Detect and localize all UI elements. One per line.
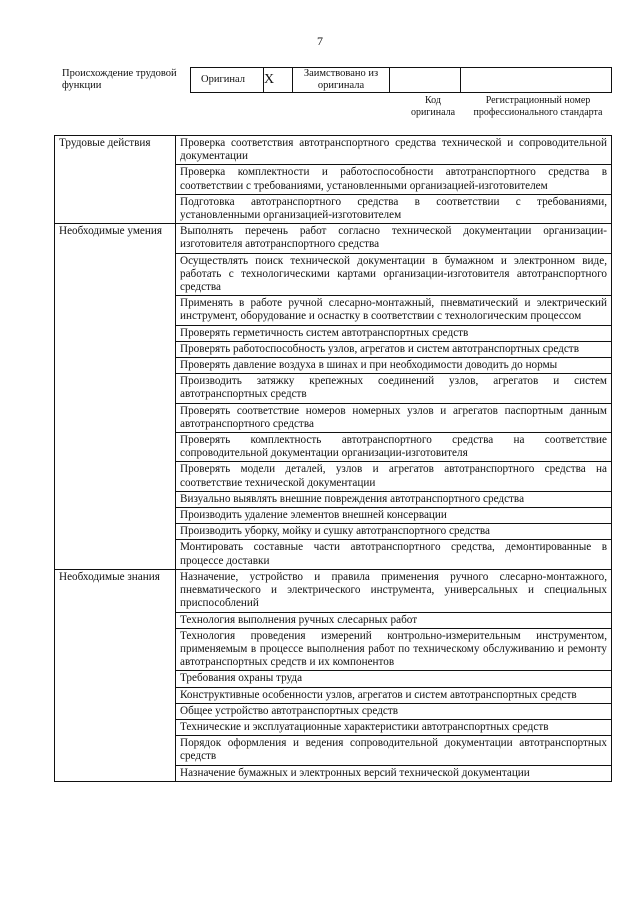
labor-actions-category: Трудовые действия <box>55 136 176 224</box>
table-cell: Назначение бумажных и электронных версий технической документации <box>176 765 612 781</box>
reg-number-caption: Регистрационный номер профессионального стандарта <box>473 95 603 118</box>
required-knowledge-category: Необходимые знания <box>55 569 176 781</box>
table-cell: Технология выполнения ручных слесарных работ <box>176 612 612 628</box>
table-cell: Назначение, устройство и правила применения ручного слесарно-монтажного, пневматического и электрического инструмента, универсальных и специальных приспособлений <box>176 569 612 612</box>
table-cell: Общее устройство автотранспортных средств <box>176 703 612 719</box>
table-cell: Конструктивные особенности узлов, агрегатов и систем автотранспортных средств <box>176 687 612 703</box>
table-cell: Порядок оформления и ведения сопроводительной документации автотранспортных средств <box>176 736 612 765</box>
table-cell: Проверка комплектности и работоспособности автотранспортного средства в соответствии с требованиями, установленными организацией-изготовителем <box>176 165 612 194</box>
table-cell: Требования охраны труда <box>176 671 612 687</box>
table-cell: Осуществлять поиск технической документации в бумажном и электронном виде, работать с технологическими картами организации-изготовителя автотранспортного средства <box>176 253 612 296</box>
table-cell: Производить удаление элементов внешней консервации <box>176 508 612 524</box>
function-table <box>54 135 612 782</box>
required-skills-category: Необходимые умения <box>55 224 176 570</box>
original-cell: Оригинал <box>191 68 264 93</box>
origin-label: Происхождение трудовой функции <box>62 68 177 91</box>
table-cell: Технология проведения измерений контрольно-измерительным инструментом, применяемым в процессе выполнения работ по техническому обслуживанию и ремонту автотранспортных средств и их компонентов <box>176 628 612 671</box>
table-row <box>55 224 612 253</box>
page-number: 7 <box>317 34 323 48</box>
table-cell: Технические и эксплуатационные характеристики автотранспортных средств <box>176 719 612 735</box>
table-cell: Проверять герметичность систем автотранспортных средств <box>176 325 612 341</box>
table-cell: Проверять соответствие номеров номерных узлов и агрегатов паспортным данным автотранспортного средства <box>176 403 612 432</box>
table-cell: Проверка соответствия автотранспортного средства технической и сопроводительной документации <box>176 136 612 165</box>
table-cell: Применять в работе ручной слесарно-монтажный, пневматический и электрический инструмент, оборудование и оснастку в соответствии с технологическим процессом <box>176 296 612 325</box>
table-cell: Проверять давление воздуха в шинах и при необходимости доводить до нормы <box>176 358 612 374</box>
table-cell: Подготовка автотранспортного средства в соответствии с требованиями, установленными организацией-изготовителем <box>176 194 612 223</box>
table-cell: Производить уборку, мойку и сушку автотранспортного средства <box>176 524 612 540</box>
reg-number-cell <box>461 68 612 93</box>
table-cell: Выполнять перечень работ согласно технической документации организации-изготовителя автотранспортного средства <box>176 224 612 253</box>
original-mark: X <box>264 68 293 93</box>
code-caption: Код оригинала <box>410 95 456 118</box>
table-cell: Визуально выявлять внешние повреждения автотранспортного средства <box>176 491 612 507</box>
table-row <box>55 569 612 612</box>
table-cell: Монтировать составные части автотранспортного средства, демонтированные в процессе доставки <box>176 540 612 569</box>
table-cell: Проверять комплектность автотранспортного средства на соответствие сопроводительной документации организации-изготовителя <box>176 433 612 462</box>
table-cell: Проверять модели деталей, узлов и агрегатов автотранспортного средства на соответствие технической документации <box>176 462 612 491</box>
borrowed-cell: Заимствовано из оригинала <box>293 68 390 93</box>
table-cell: Проверять работоспособность узлов, агрегатов и систем автотранспортных средств <box>176 341 612 357</box>
table-cell: Производить затяжку крепежных соединений узлов, агрегатов и систем автотранспортных средств <box>176 374 612 403</box>
code-cell <box>390 68 461 93</box>
origin-table <box>190 67 612 93</box>
table-row <box>55 136 612 165</box>
